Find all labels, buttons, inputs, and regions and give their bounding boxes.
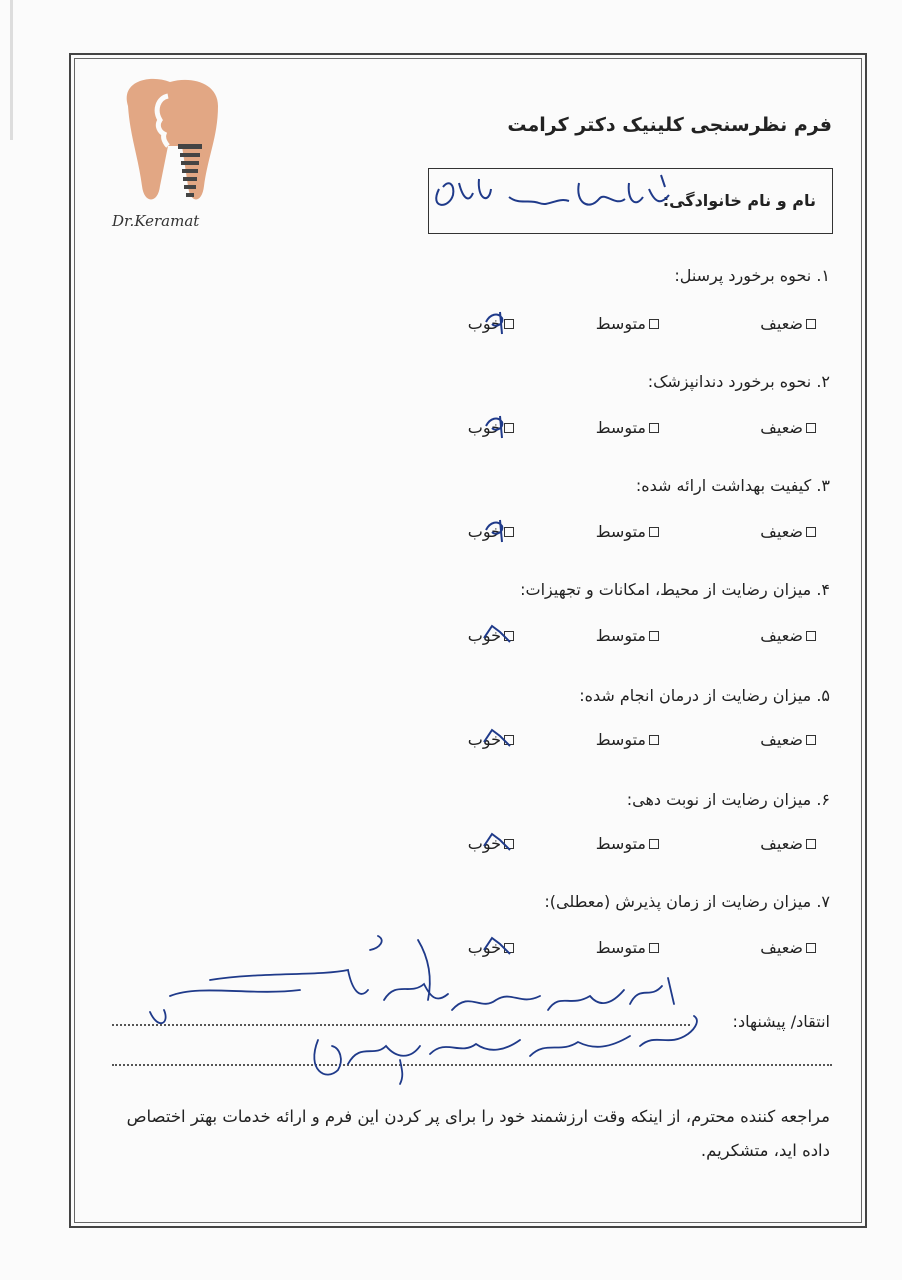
option-label: متوسط [595,730,646,749]
option-label: ضعیف [760,418,803,437]
question-3: ۳. کیفیت بهداشت ارائه شده: [635,476,830,495]
question-1: ۱. نحوه برخورد پرسنل: [674,266,830,285]
logo-text: Dr.Keramat [112,212,200,230]
option-label: خوب [467,938,501,957]
option-label: خوب [467,522,501,541]
option-label: خوب [467,730,501,749]
option-label: متوسط [595,314,646,333]
question-4: ۴. میزان رضایت از محیط، امکانات و تجهیزات: [520,580,830,599]
option-label: خوب [467,418,501,437]
suggestion-label: انتقاد/ پیشنهاد: [732,1012,830,1031]
option-label: متوسط [595,418,646,437]
option-label: خوب [467,626,501,645]
question-5: ۵. میزان رضایت از درمان انجام شده: [579,686,830,705]
question-6: ۶. میزان رضایت از نوبت دهی: [626,790,830,809]
name-label: نام و نام خانوادگی: [662,191,816,210]
option-label: خوب [467,834,501,853]
option-label: متوسط [595,834,646,853]
question-2: ۲. نحوه برخورد دندانپزشک: [647,372,830,391]
option-label: متوسط [595,626,646,645]
option-label: ضعیف [760,834,803,853]
question-7: ۷. میزان رضایت از زمان پذیرش (معطلی): [544,892,830,911]
option-label: خوب [467,314,501,333]
option-label: ضعیف [760,314,803,333]
option-label: ضعیف [760,938,803,957]
closing-message: مراجعه کننده محترم، از اینکه وقت ارزشمند خود را برای پر کردن این فرم و ارائه خدمات بهتر اختصاص داده اید، متشکریم. [126,1107,830,1160]
option-label: متوسط [595,522,646,541]
option-label: ضعیف [760,626,803,645]
form-title: فرم نظرسنجی کلینیک دکتر کرامت [507,114,832,136]
option-label: ضعیف [760,522,803,541]
option-label: ضعیف [760,730,803,749]
option-label: متوسط [595,938,646,957]
